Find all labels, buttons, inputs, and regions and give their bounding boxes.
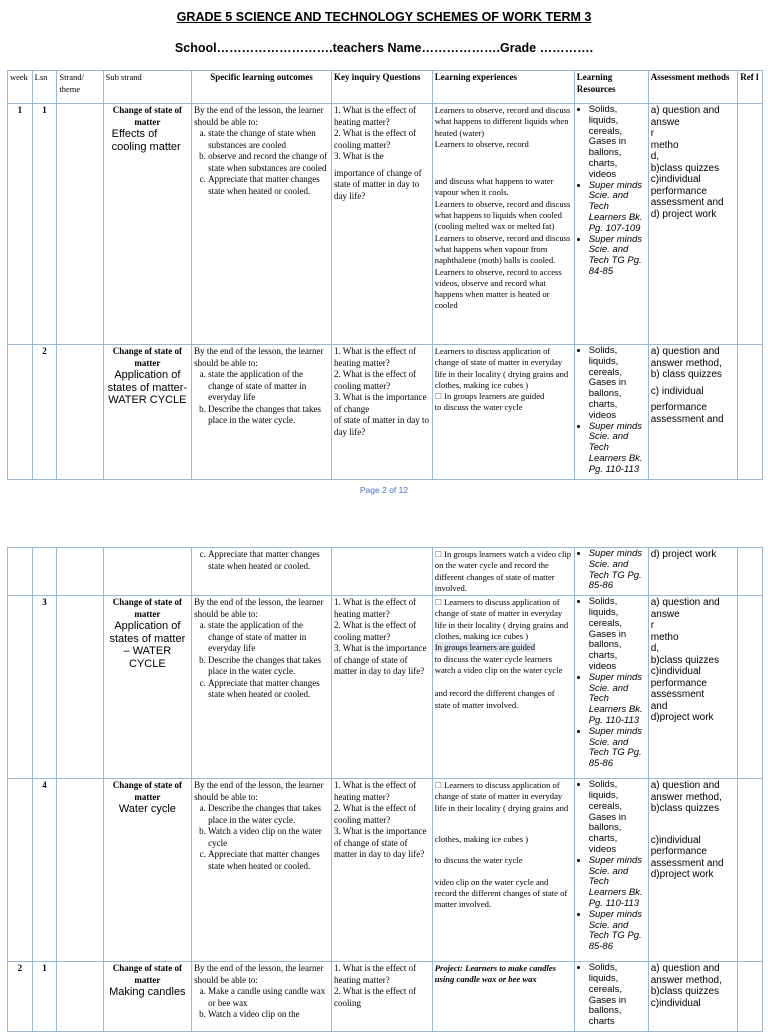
ref-cell [738, 596, 763, 779]
sub-strand-title: Change of state of matter [112, 105, 182, 127]
header-resources: Learning Resources [574, 71, 648, 104]
experience-text: Project: Learners to make candles using candle wax or bee wax [434, 963, 557, 985]
outcomes-list [194, 369, 329, 427]
question-text: 2. What is the effect of cooling matter? [333, 803, 417, 825]
outcomes-cell [192, 345, 332, 480]
header-lsn: Lsn [32, 71, 57, 104]
lsn-cell [32, 548, 57, 596]
outcomes-cell [192, 548, 332, 596]
strand-cell [57, 104, 103, 345]
experience-text: Learners to observe, record and discuss what happens when vapour from naphthalene (moth) balls is cooled. [434, 232, 571, 266]
week-cell [8, 345, 33, 480]
lsn-cell: 2 [32, 345, 57, 480]
assessment-text: c)individual [650, 997, 701, 1009]
experience-text: Learners to observe, record to access videos, observe and record what happens when matter is heated or cooled [434, 266, 562, 311]
header-ref: Ref l [738, 71, 763, 104]
page-number: Page 2 of 12 [359, 485, 409, 495]
sub-strand-topic: Application of states of matter- WATER CYCLE [107, 369, 188, 406]
resource-item: • Super minds Scie. and Tech TG Pg. 85-86 [589, 727, 646, 770]
table-row [8, 779, 763, 962]
sub-strand-cell [103, 962, 191, 1032]
table-row [8, 104, 763, 345]
outcomes-cell [192, 779, 332, 962]
questions-cell [331, 779, 432, 962]
lsn-cell: 1 [32, 104, 57, 345]
outcomes-list [194, 803, 329, 872]
experience-text: clothes, making ice cubes ) [434, 834, 529, 845]
outcome-item: a. Make a candle using candle wax or bee wax [208, 986, 329, 1009]
resource-item: • Solids, liquids, cereals, Gases in ballons, charts, videos [589, 105, 646, 181]
strand-cell [57, 962, 103, 1032]
outcome-item: c. Appreciate that matter changes state when heated or cooled. [208, 849, 329, 872]
assessment-text: b) class quizzes [650, 369, 722, 380]
outcome-item: c. Appreciate that matter changes state when heated or cooled. [208, 549, 329, 572]
outcome-item: b. Describe the changes that takes place in the water cycle. [208, 655, 329, 678]
outcomes-intro: By the end of the lesson, the learner should be able to: [194, 105, 324, 127]
week-cell [8, 596, 33, 779]
assessment-text: a) question and answer method, [650, 780, 722, 803]
assessment-text: c)individual performance assessment [650, 666, 707, 701]
table-row [8, 962, 763, 1032]
header-strand: Strand/ theme [57, 71, 103, 104]
experiences-cell [432, 104, 574, 345]
assessment-text: a) question and answer method, [650, 346, 722, 369]
experience-text: to discuss the water cycle [434, 855, 523, 866]
assessment-cell [648, 548, 737, 596]
schemes-table-page-1 [7, 70, 763, 480]
outcome-item: b. Watch a video clip on the [208, 1009, 329, 1021]
outcome-item: b. observe and record the change of state when substances are cooled [208, 151, 329, 174]
header-outcomes: Specific learning outcomes [192, 71, 332, 104]
experience-text: to discuss the water cycle [434, 402, 523, 413]
header-assessment: Assessment methods [648, 71, 737, 104]
sub-strand-title: Change of state of matter [112, 597, 182, 619]
sub-strand-topic: Effects of cooling matter [111, 128, 181, 153]
questions-cell [331, 104, 432, 345]
resource-item: • Super minds Scie. and Tech TG Pg. 85-86 [589, 549, 646, 592]
week-cell [8, 779, 33, 962]
resources-cell [574, 596, 648, 779]
assessment-text: d, [650, 643, 660, 655]
resource-item: • Super minds Scie. and Tech TG Pg. 85-86 [589, 910, 646, 953]
experiences-cell [432, 596, 574, 779]
assessment-text: d)project work [650, 869, 714, 881]
header-questions: Key inquiry Questions [331, 71, 432, 104]
sub-strand-topic: Water cycle [118, 803, 176, 816]
checkbox-icon: ☐ [434, 781, 442, 791]
outcomes-cell [192, 962, 332, 1032]
outcomes-list [194, 549, 329, 572]
assessment-text: and [650, 700, 668, 712]
experience-text: and discuss what happens to water vapour when it cools. [434, 176, 554, 198]
question-text: 2. What is the effect of cooling [333, 986, 417, 1008]
question-text: 3. What is the [333, 151, 384, 161]
resource-item: • Super minds Scie. and Tech Learners Bk. Pg. 110-113 [589, 856, 646, 910]
document-title: GRADE 5 SCIENCE AND TECHNOLOGY SCHEMES OF WORK TERM 3 [176, 10, 592, 24]
questions-cell [331, 962, 432, 1032]
assessment-text: d) project work [650, 549, 717, 560]
experience-text: Learners to observe, record [434, 138, 529, 149]
ref-cell [738, 345, 763, 480]
assessment-text: a) question and answe [650, 597, 720, 620]
sub-strand-cell [103, 548, 191, 596]
resource-item: • Solids, liquids, cereals, Gases in ballons, charts, videos [589, 346, 646, 422]
outcome-item: c. Appreciate that matter changes state when heated or cooled. [208, 678, 329, 701]
question-text: importance of change of state of matter in day to day life? [333, 167, 422, 201]
outcomes-list [194, 128, 329, 197]
schemes-table-page-2 [7, 547, 763, 1032]
assessment-text: r [650, 128, 655, 139]
outcomes-list [194, 986, 329, 1021]
experience-text: Learners to observe, record and discuss what happens to different liquids when heated (water) [434, 105, 571, 138]
table-row [8, 548, 763, 596]
experiences-cell [432, 779, 574, 962]
assessment-text: metho [650, 631, 679, 643]
experience-text: Learners to discuss application of change of state of matter in everyday life in their locality ( drying grains and clothes, making ice cubes ) [434, 346, 569, 390]
question-text: 3. What is the importance of change of state of matter in day to day life? [333, 826, 427, 860]
question-text: 2. What is the effect of cooling matter? [333, 369, 417, 391]
assessment-text: c)individual performance assessment and [650, 834, 724, 869]
checkbox-icon: ☐ [434, 550, 442, 559]
ref-cell [738, 548, 763, 596]
resource-item: • Super minds Scie. and Tech Learners Bk. Pg. 107-109 [589, 181, 646, 235]
outcomes-cell [192, 104, 332, 345]
checkbox-icon: ☐ [434, 392, 442, 402]
outcomes-intro: By the end of the lesson, the learner should be able to: [194, 780, 324, 802]
resource-item: • Super minds Scie. and Tech TG Pg. 84-85 [589, 235, 646, 278]
strand-cell [57, 345, 103, 480]
questions-cell [331, 596, 432, 779]
assessment-cell [648, 779, 737, 962]
resource-item: • Solids, liquids, cereals, Gases in ballons, charts [589, 963, 646, 1028]
header-sub-strand: Sub strand [103, 71, 191, 104]
experience-text: Learners to discuss application of change of state of matter in everyday life in their locality ( drying grains and clothes, making ice cubes ) [434, 597, 569, 642]
question-text: 1. What is the effect of heating matter? [333, 597, 417, 619]
outcome-item: a. Describe the changes that takes place in the water cycle. [208, 803, 329, 826]
experiences-cell [432, 962, 574, 1032]
assessment-text: b)class quizzes [650, 803, 720, 815]
assessment-cell [648, 596, 737, 779]
outcomes-intro: By the end of the lesson, the learner should be able to: [194, 346, 324, 368]
question-text: 2. What is the effect of cooling matter? [333, 128, 417, 150]
experience-text: video clip on the water cycle and record the different changes of state of matter involved. [434, 876, 568, 910]
assessment-cell [648, 104, 737, 345]
week-cell [8, 548, 33, 596]
strand-cell [57, 596, 103, 779]
ref-cell [738, 104, 763, 345]
resource-item: • Solids, liquids, cereals, Gases in ballons, charts, videos [589, 780, 646, 856]
outcome-item: a. state the application of the change of state of matter in everyday life [208, 620, 329, 655]
resources-cell [574, 779, 648, 962]
header-week: week [8, 71, 33, 104]
ref-cell [738, 962, 763, 1032]
assessment-text: a) question and answer method, [650, 963, 722, 986]
week-cell: 1 [8, 104, 33, 345]
experiences-cell [432, 345, 574, 480]
outcome-item: a. state the application of the change of state of matter in everyday life [208, 369, 329, 404]
week-cell: 2 [8, 962, 33, 1032]
question-text: 1. What is the effect of heating matter? [333, 105, 417, 127]
resource-item: • Solids, liquids, cereals, Gases in ballons, charts, videos [589, 597, 646, 673]
assessment-cell [648, 345, 737, 480]
sub-strand-cell [103, 345, 191, 480]
outcome-item: c. Appreciate that matter changes state when heated or cooled. [208, 174, 329, 197]
assessment-text: c) individual [650, 385, 704, 397]
sub-strand-title: Change of state of matter [112, 346, 182, 368]
assessment-text: b)class quizzes [650, 162, 720, 174]
questions-cell [331, 548, 432, 596]
resource-item: • Super minds Scie. and Tech Learners Bk. Pg. 110-113 [589, 422, 646, 476]
question-text: of state of matter in day to day life? [333, 415, 429, 437]
assessment-text: b)class quizzes [650, 654, 720, 666]
document-subtitle: School……………………….teachers Name……………….Grade …………. [174, 41, 594, 55]
outcome-item: b. Watch a video clip on the water cycle [208, 826, 329, 849]
resources-cell [574, 104, 648, 345]
questions-cell [331, 345, 432, 480]
outcomes-cell [192, 596, 332, 779]
resources-cell [574, 548, 648, 596]
assessment-text: a) question and answe [650, 105, 720, 128]
outcomes-list [194, 620, 329, 701]
assessment-text: d)project work [650, 712, 714, 724]
question-text: 3. What is the importance of change [333, 392, 427, 414]
sub-strand-topic: Application of states of matter – WATER CYCLE [109, 620, 186, 670]
experience-text: Learners to discuss application of change of state of matter in everyday life in their locality ( drying grains and [434, 780, 569, 813]
strand-cell [57, 548, 103, 596]
outcome-item: a. state the change of state when substances are cooled [208, 128, 329, 151]
sub-strand-cell [103, 779, 191, 962]
question-text: 2. What is the effect of cooling matter? [333, 620, 417, 642]
assessment-text: r [650, 620, 655, 632]
ref-cell [738, 779, 763, 962]
sub-strand-topic: Making candles [109, 986, 186, 999]
experience-text: Learners to observe, record and discuss what happens to liquids when cooled (cooling melted wax or melted fat) [434, 198, 571, 232]
outcome-item: b. Describe the changes that takes place in the water cycle. [208, 404, 329, 427]
experience-text: In groups learners are guided [434, 642, 535, 653]
outcomes-intro: By the end of the lesson, the learner should be able to: [194, 597, 324, 619]
assessment-text: performance assessment and [650, 402, 724, 425]
experience-text: and record the different changes of state of matter involved. [434, 688, 555, 710]
question-text: 1. What is the effect of heating matter? [333, 346, 417, 368]
outcomes-intro: By the end of the lesson, the learner should be able to: [194, 963, 324, 985]
resources-cell [574, 962, 648, 1032]
resources-cell [574, 345, 648, 480]
question-text: 3. What is the importance of change of state of matter in day to day life? [333, 643, 427, 677]
assessment-text: d, [650, 151, 660, 162]
lsn-cell: 3 [32, 596, 57, 779]
experience-text: In groups learners are guided [444, 391, 545, 402]
lsn-cell: 4 [32, 779, 57, 962]
experiences-cell [432, 548, 574, 596]
sub-strand-cell [103, 596, 191, 779]
header-row [8, 71, 763, 104]
sub-strand-cell [103, 104, 191, 345]
header-experiences: Learning experiences [432, 71, 574, 104]
lsn-cell: 1 [32, 962, 57, 1032]
sub-strand-title: Change of state of matter [112, 780, 182, 802]
experience-text: In groups learners watch a video clip on the water cycle and record the different changes of state of matter involved. [434, 549, 572, 593]
sub-strand-title: Change of state of matter [112, 963, 182, 985]
question-text: 1. What is the effect of heating matter? [333, 963, 417, 985]
question-text: 1. What is the effect of heating matter? [333, 780, 417, 802]
experience-text: to discuss the water cycle learners watch a video clip on the water cycle [434, 653, 563, 675]
strand-cell [57, 779, 103, 962]
table-row [8, 345, 763, 480]
assessment-text: b)class quizzes [650, 986, 720, 998]
assessment-text: metho [650, 139, 679, 151]
checkbox-icon: ☐ [434, 598, 442, 608]
resource-item: • Super minds Scie. and Tech Learners Bk. Pg. 110-113 [589, 673, 646, 727]
assessment-cell [648, 962, 737, 1032]
assessment-text: d) project work [650, 208, 717, 220]
assessment-text: c)individual performance assessment and [650, 174, 724, 208]
table-row [8, 596, 763, 779]
